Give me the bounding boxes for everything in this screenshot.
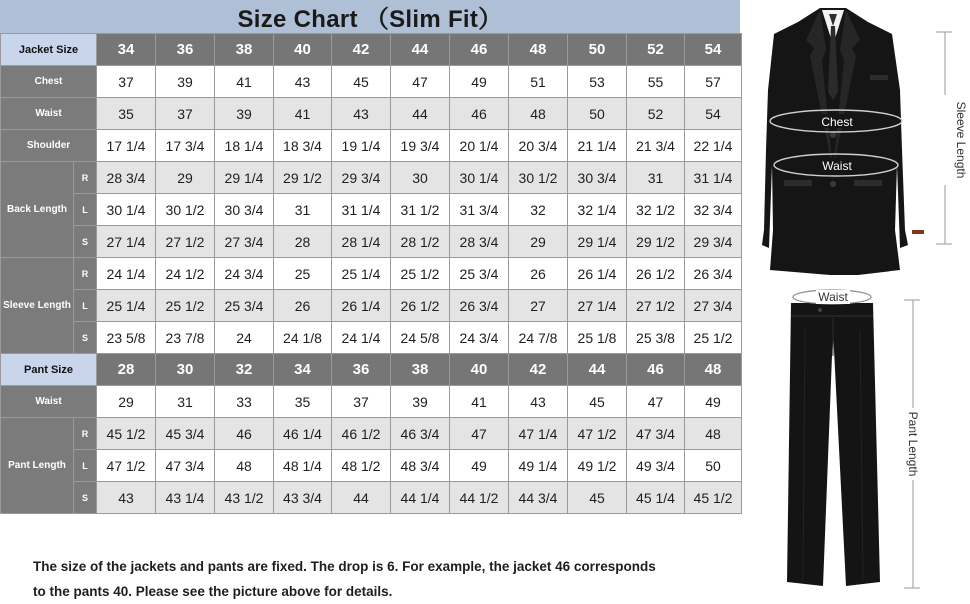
value-cell: 23 5/8 (97, 322, 156, 354)
value-cell: 37 (97, 66, 156, 98)
pant-size-header-cell: 40 (450, 354, 509, 386)
sleeve-length-measure (936, 32, 968, 244)
value-cell: 25 3/4 (215, 290, 274, 322)
jacket-size-header-cell: 52 (627, 34, 685, 66)
value-cell: 44 3/4 (509, 482, 568, 514)
value-cell: 47 1/4 (509, 418, 568, 450)
table-row (1, 482, 742, 514)
value-cell: 44 1/4 (391, 482, 450, 514)
table-row (1, 130, 742, 162)
value-cell: 24 1/4 (97, 258, 156, 290)
value-cell: 32 1/4 (568, 194, 627, 226)
value-cell: 51 (509, 66, 568, 98)
group-label: Pant Length (1, 418, 74, 514)
value-cell: 29 1/4 (215, 162, 274, 194)
value-cell: 29 1/4 (568, 226, 627, 258)
value-cell: 47 1/2 (568, 418, 627, 450)
value-cell: 41 (450, 386, 509, 418)
value-cell: 22 1/4 (685, 130, 742, 162)
pant-length-label: Pant Length (906, 411, 920, 477)
value-cell: 32 3/4 (685, 194, 742, 226)
value-cell: 25 1/2 (156, 290, 215, 322)
chart-title-bar (0, 0, 740, 33)
value-cell: 43 1/4 (156, 482, 215, 514)
value-cell: 26 1/2 (627, 258, 685, 290)
table-row (1, 450, 742, 482)
value-cell: 46 1/2 (332, 418, 391, 450)
value-cell: 24 1/2 (156, 258, 215, 290)
value-cell: 19 3/4 (391, 130, 450, 162)
value-cell: 32 (509, 194, 568, 226)
pant-size-header-label: Pant Size (1, 354, 97, 386)
pant-size-header-cell: 48 (685, 354, 742, 386)
value-cell: 21 1/4 (568, 130, 627, 162)
value-cell: 44 1/2 (450, 482, 509, 514)
value-cell: 37 (156, 98, 215, 130)
pant-size-header-cell: 46 (627, 354, 685, 386)
value-cell: 43 (97, 482, 156, 514)
value-cell: 27 3/4 (685, 290, 742, 322)
table-row (1, 418, 742, 450)
value-cell: 35 (274, 386, 332, 418)
table-row (1, 98, 742, 130)
value-cell: 45 (568, 482, 627, 514)
pant-size-header-cell: 42 (509, 354, 568, 386)
jacket-size-header-cell: 34 (97, 34, 156, 66)
value-cell: 27 1/2 (156, 226, 215, 258)
value-cell: 29 3/4 (685, 226, 742, 258)
fit-sub-label: L (74, 290, 97, 322)
value-cell: 25 3/4 (450, 258, 509, 290)
value-cell: 43 (332, 98, 391, 130)
row-label: Waist (1, 98, 97, 130)
pant-size-header-cell: 34 (274, 354, 332, 386)
value-cell: 17 1/4 (97, 130, 156, 162)
value-cell: 50 (685, 450, 742, 482)
value-cell: 29 (156, 162, 215, 194)
fit-sub-label: R (74, 258, 97, 290)
note-line-1: The size of the jackets and pants are fixed. The drop is 6. For example, the jacket 46 corresponds (33, 559, 656, 574)
value-cell: 53 (568, 66, 627, 98)
value-cell: 57 (685, 66, 742, 98)
value-cell: 26 1/4 (568, 258, 627, 290)
table-row (1, 162, 742, 194)
jacket-size-header-cell: 36 (156, 34, 215, 66)
fit-sub-label: S (74, 226, 97, 258)
group-label: Sleeve Length (1, 258, 74, 354)
pant-size-header-row (1, 354, 742, 386)
table-row (1, 66, 742, 98)
suit-measurement-figure (740, 0, 970, 600)
value-cell: 24 5/8 (391, 322, 450, 354)
pant-size-header-cell: 38 (391, 354, 450, 386)
fit-sub-label: S (74, 482, 97, 514)
value-cell: 49 (685, 386, 742, 418)
value-cell: 54 (685, 98, 742, 130)
value-cell: 43 (509, 386, 568, 418)
value-cell: 31 (274, 194, 332, 226)
fit-sub-label: L (74, 450, 97, 482)
value-cell: 31 1/4 (685, 162, 742, 194)
value-cell: 18 3/4 (274, 130, 332, 162)
value-cell: 29 3/4 (332, 162, 391, 194)
value-cell: 29 (509, 226, 568, 258)
value-cell: 47 3/4 (156, 450, 215, 482)
fit-sub-label: S (74, 322, 97, 354)
fit-sub-label: R (74, 162, 97, 194)
value-cell: 26 1/2 (391, 290, 450, 322)
value-cell: 52 (627, 98, 685, 130)
value-cell: 46 (450, 98, 509, 130)
jacket-size-header-cell: 46 (450, 34, 509, 66)
value-cell: 55 (627, 66, 685, 98)
value-cell: 48 3/4 (391, 450, 450, 482)
value-cell: 47 (450, 418, 509, 450)
value-cell: 31 1/4 (332, 194, 391, 226)
table-row (1, 290, 742, 322)
value-cell: 24 7/8 (509, 322, 568, 354)
value-cell: 45 1/2 (97, 418, 156, 450)
value-cell: 45 (568, 386, 627, 418)
value-cell: 48 (509, 98, 568, 130)
value-cell: 47 (627, 386, 685, 418)
value-cell: 47 3/4 (627, 418, 685, 450)
value-cell: 24 1/8 (274, 322, 332, 354)
jacket-size-header-cell: 50 (568, 34, 627, 66)
size-note (33, 554, 733, 604)
value-cell: 27 1/4 (568, 290, 627, 322)
value-cell: 45 1/4 (627, 482, 685, 514)
value-cell: 43 1/2 (215, 482, 274, 514)
row-label: Shoulder (1, 130, 97, 162)
jacket-size-header-cell: 40 (274, 34, 332, 66)
value-cell: 24 (215, 322, 274, 354)
jacket-size-header-cell: 48 (509, 34, 568, 66)
value-cell: 25 3/8 (627, 322, 685, 354)
value-cell: 19 1/4 (332, 130, 391, 162)
value-cell: 32 1/2 (627, 194, 685, 226)
chest-label: Chest (821, 115, 853, 129)
value-cell: 28 3/4 (450, 226, 509, 258)
value-cell: 39 (391, 386, 450, 418)
value-cell: 30 3/4 (215, 194, 274, 226)
jacket-waist-label: Waist (822, 159, 852, 173)
value-cell: 39 (215, 98, 274, 130)
value-cell: 29 1/2 (627, 226, 685, 258)
pant-size-header-cell: 36 (332, 354, 391, 386)
value-cell: 31 (627, 162, 685, 194)
value-cell: 47 1/2 (97, 450, 156, 482)
value-cell: 48 (215, 450, 274, 482)
pant-size-header-cell: 28 (97, 354, 156, 386)
value-cell: 24 3/4 (215, 258, 274, 290)
value-cell: 25 1/2 (391, 258, 450, 290)
suit-illustration (740, 0, 970, 600)
value-cell: 28 (274, 226, 332, 258)
row-label: Chest (1, 66, 97, 98)
value-cell: 45 1/2 (685, 482, 742, 514)
value-cell: 24 1/4 (332, 322, 391, 354)
value-cell: 27 3/4 (215, 226, 274, 258)
jacket-illustration (762, 8, 924, 275)
jacket-size-header-row (1, 34, 742, 66)
value-cell: 48 1/4 (274, 450, 332, 482)
value-cell: 44 (391, 98, 450, 130)
value-cell: 48 (685, 418, 742, 450)
value-cell: 35 (97, 98, 156, 130)
value-cell: 39 (156, 66, 215, 98)
pant-size-header-cell: 44 (568, 354, 627, 386)
value-cell: 28 3/4 (97, 162, 156, 194)
value-cell: 45 (332, 66, 391, 98)
value-cell: 18 1/4 (215, 130, 274, 162)
jacket-size-header-label: Jacket Size (1, 34, 97, 66)
value-cell: 30 1/2 (156, 194, 215, 226)
value-cell: 30 1/4 (450, 162, 509, 194)
value-cell: 21 3/4 (627, 130, 685, 162)
value-cell: 25 (274, 258, 332, 290)
value-cell: 31 (156, 386, 215, 418)
table-row (1, 258, 742, 290)
value-cell: 30 1/4 (97, 194, 156, 226)
note-line-2: to the pants 40. Please see the picture above for details. (33, 584, 393, 599)
row-label: Waist (1, 386, 97, 418)
value-cell: 24 3/4 (450, 322, 509, 354)
jacket-size-header-cell: 38 (215, 34, 274, 66)
value-cell: 25 1/2 (685, 322, 742, 354)
value-cell: 25 1/8 (568, 322, 627, 354)
value-cell: 50 (568, 98, 627, 130)
pant-size-header-cell: 30 (156, 354, 215, 386)
value-cell: 31 1/2 (391, 194, 450, 226)
table-row (1, 386, 742, 418)
table-row (1, 194, 742, 226)
value-cell: 26 3/4 (685, 258, 742, 290)
value-cell: 41 (215, 66, 274, 98)
pants-illustration (787, 303, 880, 586)
value-cell: 41 (274, 98, 332, 130)
value-cell: 27 1/4 (97, 226, 156, 258)
value-cell: 43 3/4 (274, 482, 332, 514)
value-cell: 29 (97, 386, 156, 418)
value-cell: 37 (332, 386, 391, 418)
pant-waist-label: Waist (818, 290, 848, 304)
pant-size-header-cell: 32 (215, 354, 274, 386)
value-cell: 43 (274, 66, 332, 98)
value-cell: 45 3/4 (156, 418, 215, 450)
value-cell: 25 1/4 (97, 290, 156, 322)
pant-waist-measure (793, 290, 871, 304)
value-cell: 49 (450, 66, 509, 98)
chart-title: Size Chart （Slim Fit） (237, 6, 503, 33)
value-cell: 30 1/2 (509, 162, 568, 194)
value-cell: 47 (391, 66, 450, 98)
value-cell: 20 3/4 (509, 130, 568, 162)
value-cell: 46 (215, 418, 274, 450)
value-cell: 46 1/4 (274, 418, 332, 450)
fit-sub-label: R (74, 418, 97, 450)
value-cell: 26 1/4 (332, 290, 391, 322)
value-cell: 44 (332, 482, 391, 514)
value-cell: 31 3/4 (450, 194, 509, 226)
value-cell: 29 1/2 (274, 162, 332, 194)
pant-length-measure (904, 300, 920, 588)
value-cell: 49 1/2 (568, 450, 627, 482)
value-cell: 28 1/4 (332, 226, 391, 258)
value-cell: 49 1/4 (509, 450, 568, 482)
value-cell: 48 1/2 (332, 450, 391, 482)
jacket-size-header-cell: 42 (332, 34, 391, 66)
value-cell: 30 (391, 162, 450, 194)
value-cell: 46 3/4 (391, 418, 450, 450)
value-cell: 26 (274, 290, 332, 322)
table-row (1, 322, 742, 354)
value-cell: 26 3/4 (450, 290, 509, 322)
value-cell: 25 1/4 (332, 258, 391, 290)
value-cell: 26 (509, 258, 568, 290)
value-cell: 20 1/4 (450, 130, 509, 162)
value-cell: 49 (450, 450, 509, 482)
value-cell: 23 7/8 (156, 322, 215, 354)
value-cell: 28 1/2 (391, 226, 450, 258)
value-cell: 33 (215, 386, 274, 418)
jacket-size-header-cell: 54 (685, 34, 742, 66)
value-cell: 27 1/2 (627, 290, 685, 322)
value-cell: 17 3/4 (156, 130, 215, 162)
table-row (1, 226, 742, 258)
value-cell: 49 3/4 (627, 450, 685, 482)
value-cell: 27 (509, 290, 568, 322)
value-cell: 30 3/4 (568, 162, 627, 194)
jacket-size-header-cell: 44 (391, 34, 450, 66)
sleeve-length-label: Sleeve Length (954, 101, 968, 179)
size-chart-table (0, 33, 742, 514)
fit-sub-label: L (74, 194, 97, 226)
group-label: Back Length (1, 162, 74, 258)
